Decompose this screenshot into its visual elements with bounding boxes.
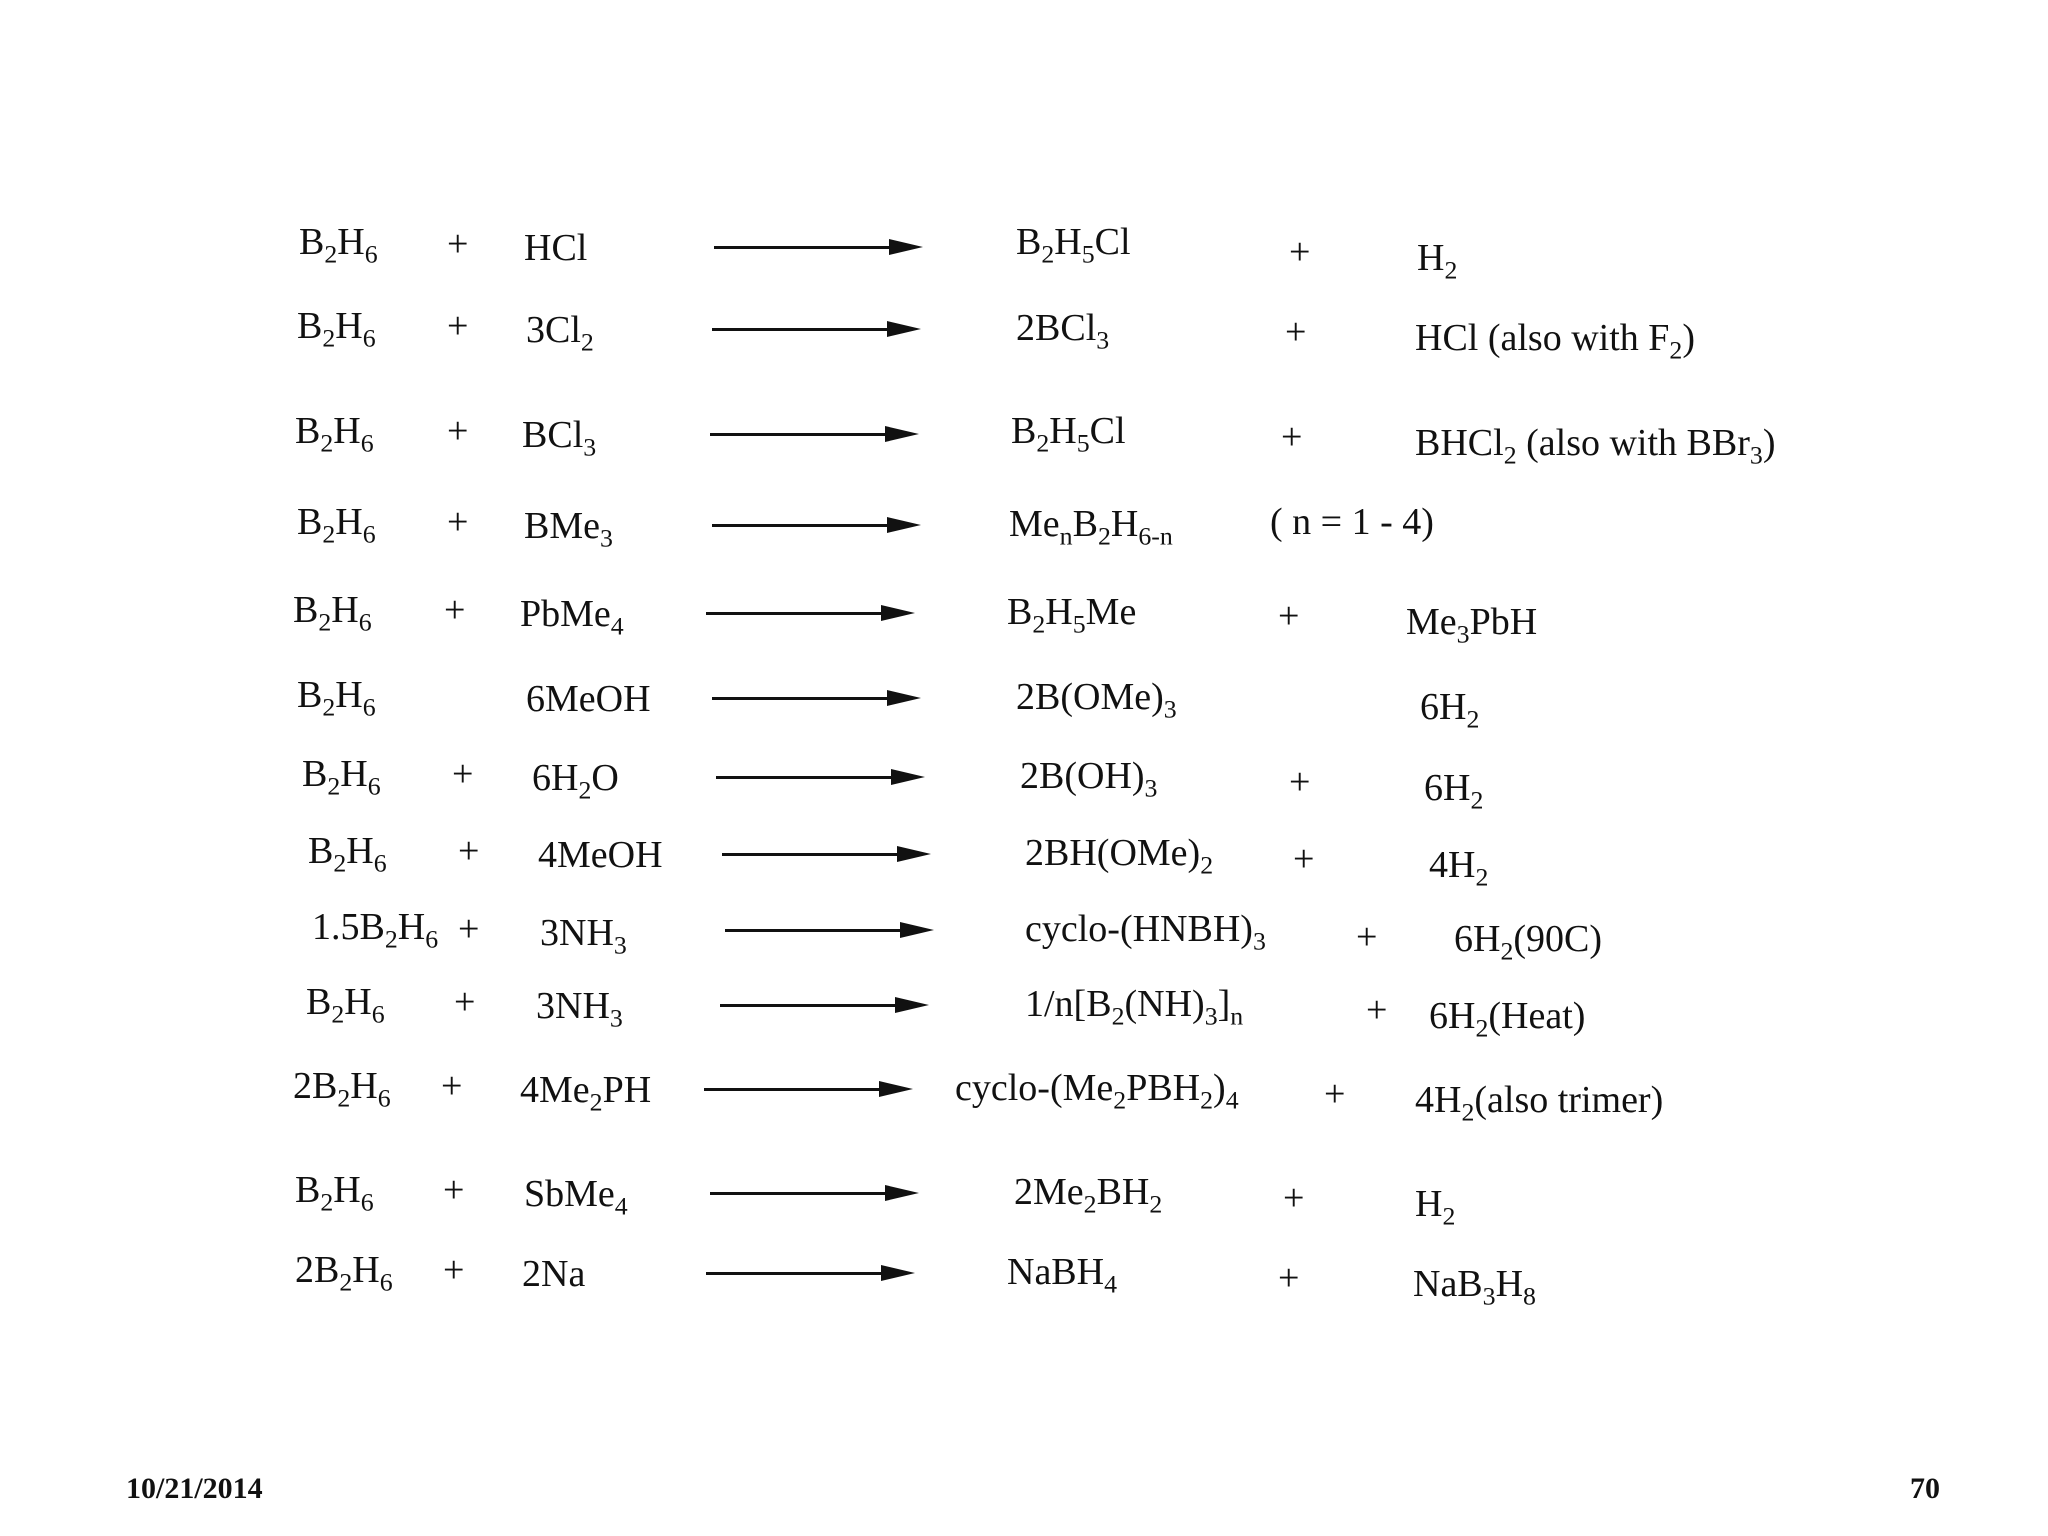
plus-sign: + (1289, 761, 1311, 803)
reaction-arrow (712, 688, 919, 708)
reaction-arrow (714, 237, 921, 257)
reactant-2: $4Me_2PH$ (520, 1069, 652, 1117)
product-2: $6H_2(90C)$ (1454, 918, 1603, 966)
plus-sign: + (452, 753, 474, 795)
reactant-2: SbMe$_4$ (524, 1173, 628, 1221)
reactant-2: $3NH_3$ (540, 912, 627, 960)
reactant-2: $3Cl_2$ (526, 309, 594, 357)
reactant-2: $3NH_3$ (536, 985, 623, 1033)
reactant-2: 4MeOH (538, 834, 663, 876)
reactant-2: 2Na (522, 1253, 586, 1295)
plus-sign: + (444, 589, 466, 631)
plus-sign: + (447, 223, 469, 265)
product-1: $2BH(OMe)_2$ (1025, 832, 1214, 880)
plus-sign: + (447, 305, 469, 347)
product-1: 2BCl$_3$ (1016, 307, 1110, 355)
product-2: $NaB_3H_8$ (1413, 1263, 1536, 1311)
reactant-1: $B_2H_6$ (299, 221, 378, 269)
reaction-arrow (722, 844, 929, 864)
footer-date: 10/21/2014 (126, 1472, 263, 1505)
product-1: cyclo-$(HNBH)_3$ (1025, 908, 1266, 956)
reactant-1: $2B_2H_6$ (293, 1065, 391, 1113)
product-1: $B_2H_5Cl$ (1016, 221, 1131, 269)
reactant-2: BMe$_3$ (524, 505, 613, 553)
plus-sign: + (1366, 989, 1388, 1031)
plus-sign: + (458, 908, 480, 950)
reaction-arrow (710, 1183, 917, 1203)
reactant-1: $B_2H_6$ (308, 830, 387, 878)
plus-sign: + (1281, 416, 1303, 458)
product-2: $Me_3PbH$ (1406, 601, 1538, 649)
footer-page-number: 70 (1910, 1472, 1940, 1505)
product-1: $Me_nB_2H_{6-n}$ (1009, 503, 1173, 551)
plus-sign: + (1293, 838, 1315, 880)
plus-sign: + (443, 1249, 465, 1291)
plus-sign: + (447, 410, 469, 452)
reaction-arrow (720, 995, 927, 1015)
product-1: $B_2H_5Me$ (1007, 591, 1137, 639)
product-2: $4H_2$ (1429, 844, 1489, 892)
plus-sign: + (1289, 231, 1311, 273)
reaction-arrow (704, 1079, 911, 1099)
plus-sign: + (1285, 311, 1307, 353)
reactant-1: $B_2H_6$ (302, 753, 381, 801)
product-1: $2B(OMe)_3$ (1016, 676, 1177, 724)
product-1: NaBH$_4$ (1007, 1251, 1118, 1299)
reaction-arrow (706, 603, 913, 623)
reactant-2: 6MeOH (526, 678, 651, 720)
reaction-arrow (725, 920, 932, 940)
reactant-1: $2B_2H_6$ (295, 1249, 393, 1297)
reactant-2: $6H_2O$ (532, 757, 619, 805)
reactant-1: $B_2H_6$ (297, 501, 376, 549)
plus-sign: + (1356, 916, 1378, 958)
reactant-1: $B_2H_6$ (295, 410, 374, 458)
plus-sign: + (458, 830, 480, 872)
product-2: $H_2$ (1415, 1183, 1456, 1231)
product-1: $2Me_2BH_2$ (1014, 1171, 1163, 1219)
reactant-1: $B_2H_6$ (306, 981, 385, 1029)
product-1: cyclo-$(Me_2PBH_2)_4$ (955, 1067, 1239, 1115)
product-2: $4H_2(also$ trimer) (1415, 1079, 1664, 1127)
reactant-1: $B_2H_6$ (293, 589, 372, 637)
reactant-1: $B_2H_6$ (297, 674, 376, 722)
reactant-1: $B_2H_6$ (295, 1169, 374, 1217)
reactant-1: $B_2H_6$ (297, 305, 376, 353)
product-2: BHCl$_2$ (also with BBr$_3$) (1415, 422, 1776, 470)
product-1: $1/n[B_2(NH)_3]_n$ (1025, 983, 1244, 1031)
plus-sign: + (454, 981, 476, 1023)
reaction-arrow (710, 424, 917, 444)
plus-sign: + (1278, 1257, 1300, 1299)
plus-sign: + (447, 501, 469, 543)
product-2: HCl (also with $F_2$) (1415, 317, 1695, 365)
reaction-arrow (716, 767, 923, 787)
reaction-arrow (712, 515, 919, 535)
plus-sign: + (1283, 1177, 1305, 1219)
reaction-arrow (706, 1263, 913, 1283)
reactant-2: HCl (524, 227, 588, 269)
reaction-arrow (712, 319, 919, 339)
product-1: $B_2H_5Cl$ (1011, 410, 1126, 458)
product-2: ( n = 1 - 4) (1270, 501, 1434, 543)
product-2: $6H_2(Heat)$ (1429, 995, 1586, 1043)
product-2: $6H_2$ (1424, 767, 1484, 815)
plus-sign: + (1324, 1073, 1346, 1115)
reactant-2: PbMe$_4$ (520, 593, 624, 641)
product-1: $2B(OH)_3$ (1020, 755, 1158, 803)
reactant-2: BCl$_3$ (522, 414, 597, 462)
plus-sign: + (441, 1065, 463, 1107)
product-2: $H_2$ (1417, 237, 1458, 285)
plus-sign: + (443, 1169, 465, 1211)
product-2: $6H_2$ (1420, 686, 1480, 734)
plus-sign: + (1278, 595, 1300, 637)
reactant-1: $1.5B_2H_6$ (312, 906, 439, 954)
